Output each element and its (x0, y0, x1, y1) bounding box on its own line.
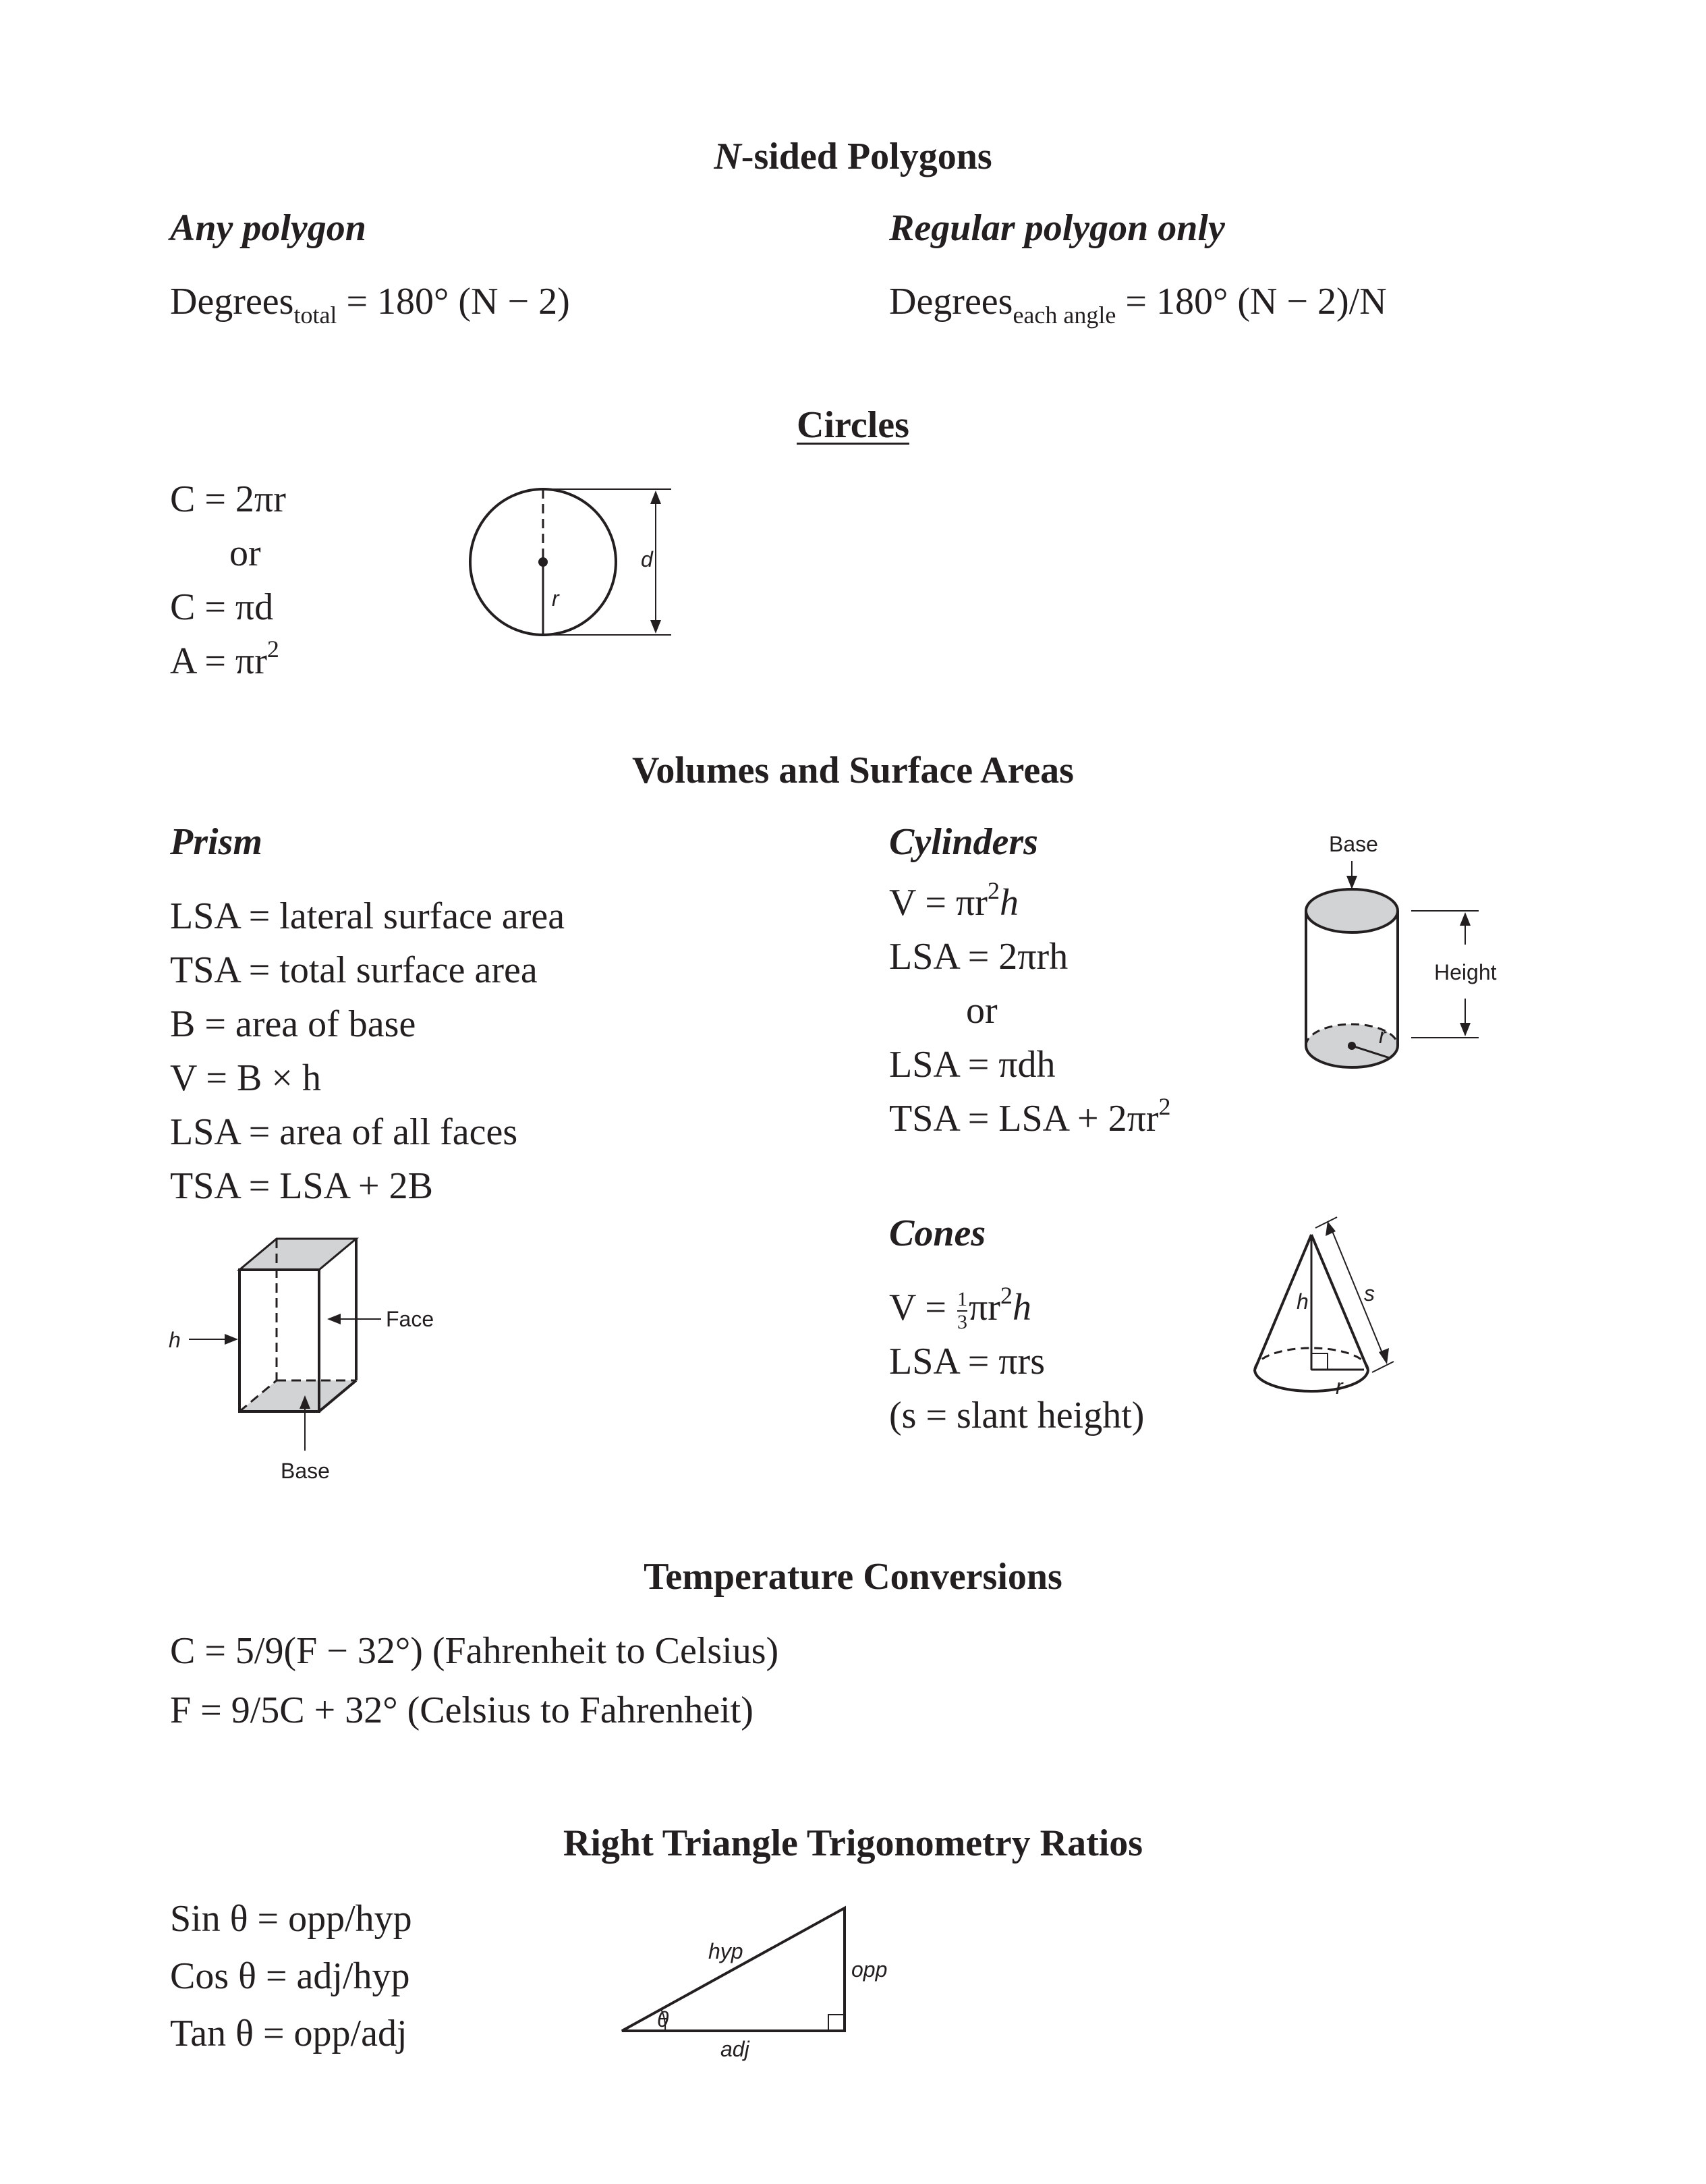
celsius-to-fahrenheit-formula: F = 9/5C + 32° (Celsius to Fahrenheit) (170, 1689, 754, 1731)
circle-radius-label: r (552, 586, 559, 611)
theta-label: θ (657, 2007, 669, 2032)
prism-line-lsa-faces: LSA = area of all faces (170, 1111, 518, 1153)
prism-line-lsa: LSA = lateral surface area (170, 895, 565, 937)
prism-base-label: Base (281, 1459, 330, 1483)
circle-area-formula: $A = \pi r^2$ (170, 636, 279, 682)
prism-h-label: h (169, 1328, 181, 1352)
circle-diagram (459, 472, 688, 648)
sine-ratio: Sin θ = opp/hyp (170, 1898, 412, 1940)
cylinders-heading: Cylinders (889, 821, 1038, 863)
circles-title: Circles (797, 404, 909, 446)
cone-slant-label: s (1364, 1281, 1375, 1306)
trig-title: Right Triangle Trigonometry Ratios (563, 1822, 1143, 1864)
prism-line-base: B = area of base (170, 1003, 416, 1045)
cone-volume-formula: V = $\frac{1}{3}$ $\pi r^2h$ (889, 1282, 1031, 1334)
cylinder-or-text: or (966, 990, 998, 1032)
right-triangle-diagram (607, 1889, 904, 2065)
polygons-title: N-sided Polygons (714, 136, 992, 177)
volumes-title: Volumes and Surface Areas (632, 750, 1074, 791)
cones-heading: Cones (889, 1212, 986, 1254)
cylinder-volume-formula: $V = \pi r^2h$ (889, 877, 1019, 924)
triangle-shape (622, 1908, 845, 2031)
prism-line-volume: V = B × h (170, 1057, 321, 1099)
tangent-ratio: Tan θ = opp/adj (170, 2013, 407, 2054)
prism-diagram (162, 1235, 472, 1491)
circle-diameter-formula: C = πd (170, 586, 274, 628)
cylinder-radius-label: r (1379, 1024, 1386, 1048)
circle-circumference-formula: C = 2πr (170, 478, 286, 520)
prism-heading: Prism (170, 821, 262, 863)
cosine-ratio: Cos θ = adj/hyp (170, 1955, 410, 1997)
cone-slant-height-note: (s = slant height) (889, 1395, 1145, 1436)
cylinder-lsa-diameter-formula: LSA = πdh (889, 1044, 1056, 1086)
cone-lsa-formula: LSA = πrs (889, 1341, 1045, 1382)
hypotenuse-label: hyp (708, 1939, 743, 1963)
any-polygon-formula: Degrees$_{total}$ = 180° (N − 2) (170, 281, 570, 329)
fahrenheit-to-celsius-formula: C = 5/9(F − 32°) (Fahrenheit to Celsius) (170, 1630, 779, 1672)
regular-polygon-formula: Degrees$_{each angle}$ = 180° (N − 2)/N (889, 281, 1387, 329)
cone-diagram (1234, 1208, 1417, 1424)
any-polygon-heading: Any polygon (170, 207, 366, 249)
cone-height-label: h (1297, 1289, 1309, 1314)
prism-line-tsa-formula: TSA = LSA + 2B (170, 1165, 433, 1207)
prism-line-tsa: TSA = total surface area (170, 949, 538, 991)
cone-radius-label: r (1336, 1374, 1343, 1399)
regular-polygon-heading: Regular polygon only (889, 207, 1225, 249)
prism-face-label: Face (386, 1307, 434, 1331)
circle-or-text: or (229, 532, 261, 574)
opposite-label: opp (851, 1957, 888, 1982)
cylinder-tsa-formula: TSA = LSA + $2\pi r^2$ (889, 1093, 1171, 1140)
temperature-title: Temperature Conversions (644, 1556, 1062, 1598)
cylinder-height-label: Height (1434, 960, 1497, 984)
cylinder-diagram (1282, 823, 1538, 1080)
cylinder-base-label: Base (1329, 832, 1378, 856)
cylinder-lsa-formula: LSA = 2πrh (889, 936, 1069, 978)
adjacent-label: adj (720, 2037, 749, 2061)
circle-diameter-label: d (641, 547, 653, 571)
